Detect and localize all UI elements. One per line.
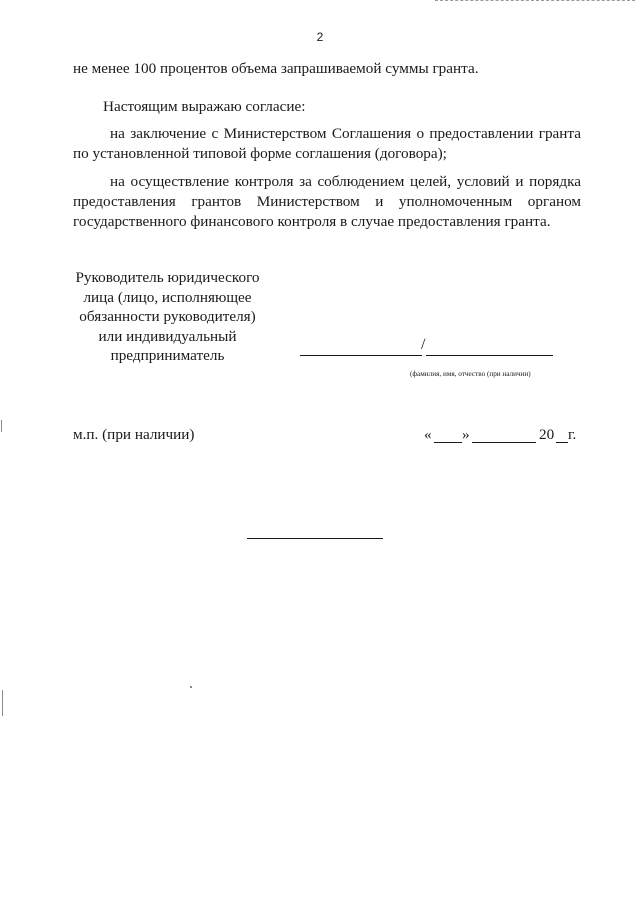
seal-note: м.п. (при наличии) — [73, 426, 195, 443]
name-caption: (фамилия, имя, отчество (при наличии) — [410, 370, 531, 378]
signatory-line4: или индивидуальный — [98, 327, 237, 345]
signature-slash: / — [421, 336, 426, 353]
signatory-line2: лица (лицо, исполняющее — [83, 288, 252, 306]
date-year-blank — [556, 442, 568, 443]
consent-item-agreement — [73, 124, 581, 164]
consent-intro-paragraph — [73, 97, 581, 117]
item2-line2: предоставления грантов Министерством и уполномоченным органом — [73, 193, 581, 210]
scan-edge-mark — [1, 420, 2, 432]
page-number: 2 — [316, 30, 324, 44]
continuation-paragraph — [73, 59, 581, 79]
name-blank-line — [426, 355, 553, 356]
bottom-blank-line — [247, 538, 383, 539]
date-century: 20 — [539, 426, 555, 443]
signatory-line5: предприниматель — [110, 347, 225, 364]
date-day-blank — [434, 442, 462, 443]
scan-edge-mark — [2, 690, 3, 716]
signatory-line3: обязанности руководителя) — [79, 308, 256, 325]
item2-line3: государственного финансового контроля в случае предоставления гранта. — [73, 213, 551, 230]
consent-intro-text: Настоящим выражаю согласие: — [103, 98, 306, 115]
continuation-text: не менее 100 процентов объема запрашиваемой суммы гранта. — [73, 60, 479, 77]
item1-line1: на заключение с Министерством Соглашения о предоставлении гранта — [110, 125, 581, 142]
top-dashed-rule — [435, 0, 635, 1]
date-open-quote: « — [424, 426, 432, 443]
signatory-title — [60, 268, 275, 366]
item1-line2: по установленной типовой форме соглашения (договора); — [73, 145, 447, 162]
signatory-line1: Руководитель юридического — [75, 269, 260, 286]
item2-line1: на осуществление контроля за соблюдением целей, условий и порядка — [110, 173, 581, 190]
scan-speck — [190, 686, 192, 688]
date-year-suffix: г. — [568, 426, 577, 443]
date-month-blank — [472, 442, 536, 443]
signature-blank-line — [300, 355, 422, 356]
date-close-quote: » — [462, 426, 470, 443]
consent-item-control — [73, 172, 581, 232]
